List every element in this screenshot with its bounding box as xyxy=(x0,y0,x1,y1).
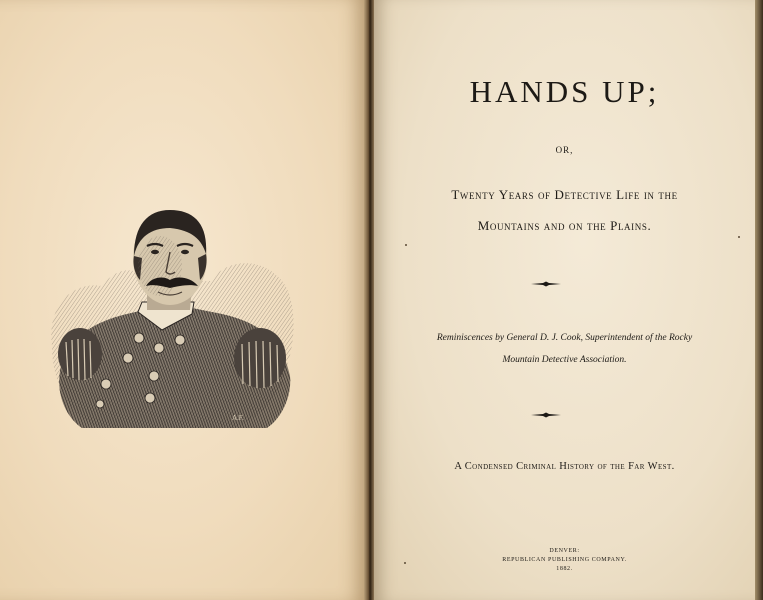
reminiscences-line-2: Mountain Detective Association. xyxy=(502,355,627,365)
book-gutter xyxy=(364,0,374,600)
paper-speck xyxy=(404,562,406,564)
ornament-divider-icon xyxy=(531,412,561,418)
imprint-year: 1882. xyxy=(556,566,573,572)
page-edge xyxy=(755,0,763,600)
svg-text:A.F.: A.F. xyxy=(232,414,244,422)
paper-speck xyxy=(405,244,407,246)
paper-speck xyxy=(738,236,740,238)
subtitle-line-2: Mountains and on the Plains. xyxy=(477,218,652,233)
imprint-publisher: REPUBLICAN PUBLISHING COMPANY. xyxy=(502,557,627,563)
history-line: A Condensed Criminal History of the Far West. xyxy=(454,461,675,472)
imprint-city: DENVER: xyxy=(549,548,580,554)
ornament-divider-icon xyxy=(531,281,561,287)
frontispiece-page xyxy=(0,0,364,600)
book-title: HANDS UP; xyxy=(469,74,660,109)
title-conjunction: OR, xyxy=(555,145,574,155)
subtitle-line-1: Twenty Years of Detective Life in the xyxy=(451,187,678,202)
engraved-portrait-of-general-in-uniform-icon xyxy=(42,196,298,436)
title-page xyxy=(374,0,755,600)
reminiscences-line-1: Reminiscences by General D. J. Cook, Superintendent of the Rocky xyxy=(436,333,693,343)
